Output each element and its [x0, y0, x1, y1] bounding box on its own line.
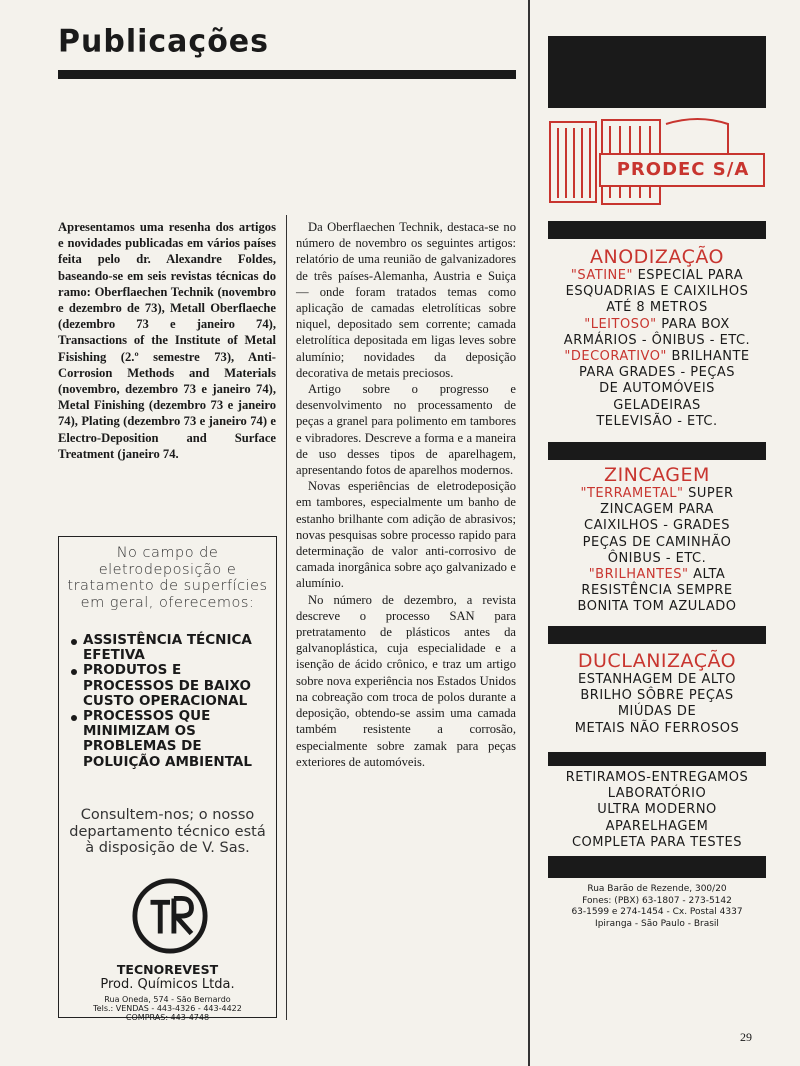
black-band	[548, 856, 766, 878]
black-band	[548, 752, 766, 766]
anodizacao-section: ANODIZAÇÃO "SATINE" ESPECIAL PARA ESQUADRIAS E CAIXILHOS ATÉ 8 METROS "LEITOSO" PARA BOX ARMÁRIOS - ÔNIBUS - ETC. "DECORATIVO" BRILHANTE PARA GRADES - PEÇAS DE AUTOMÓVEIS GELADEIRAS TELEVISÃO - ETC.	[548, 246, 766, 430]
section-title: ANODIZAÇÃO	[590, 246, 724, 268]
ad-intro: No campo de eletrodeposição e tratamento de superfícies em geral, oferecemos:	[67, 545, 268, 611]
ad-company-name: TECNOREVEST	[116, 962, 219, 977]
page-number: 29	[740, 1030, 752, 1044]
prodec-contact: Rua Barão de Rezende, 300/20 Fones: (PBX) 63-1807 - 273-5142 63-1599 e 274-1454 - Cx. Postal 4337 Ipiranga - São Paulo - Brasil	[571, 884, 743, 929]
article-paragraph: No número de dezembro, a revista descreve o processo SAN para pretratamento de plásticos antes da galvanoplástica, cuja especialidade e a isenção de ácido crônico, e traz um artigo sobre nova experiência nos Estados Unidos na cobreação com troca de polos durante a deposição, obtendo-se assim uma camada também resistente a corrosão, especialmente sobre zamak para peças exteriores de automóveis.	[296, 592, 516, 769]
tr-logo-icon	[131, 877, 209, 955]
article-paragraph: Artigo sobre o progresso e desenvolvimento no processamento de peças a granel para polimento em tambores e vibradores. Descreve a forma e a maneira de uso desses tipos de aparelhagem, apresentando fotos de aparelhos modernos.	[296, 382, 516, 478]
bullet-icon	[71, 715, 77, 721]
section-title: DUCLANIZAÇÃO	[577, 650, 737, 672]
section-title: ZINCAGEM	[604, 464, 710, 486]
title-rule	[58, 70, 516, 79]
article-intro: Apresentamos uma resenha dos artigos e novidades publicadas em vários países feita pelo dr. Alexandre Foldes, baseando-se em seis revistas técnicas do ramo: Oberflaechen Technik (novembro e dezembro de 73), Metall Oberflaeche (dezembro 73 e janeiro 74), Transactions of the Institute of Metal Fisishing (2.º semestre 73), Anti-Corrosion Methods and Materials (novembro, dezembro 73 e janeiro 74), Metal Finishing (dezembro 73 e janeiro 74), Plating (dezembro 73 e janeiro 74) e Electro-Deposition and Surface Treatment (janeiro 74.	[58, 220, 276, 461]
zincagem-section: ZINCAGEM "TERRAMETAL" SUPER ZINCAGEM PARA CAIXILHOS - GRADES PEÇAS DE CAMINHÃO ÔNIBUS - ETC. "BRILHANTES" ALTA RESISTÊNCIA SEMPRE BONITA TOM AZULADO	[548, 464, 766, 616]
services-section: RETIRAMOS-ENTREGAMOS LABORATÓRIO ULTRA MODERNO APARELHAGEM COMPLETA PARA TESTES	[565, 770, 749, 850]
list-item: ASSISTÊNCIA TÉCNICA EFETIVA	[69, 633, 269, 663]
bullet-icon	[71, 669, 77, 675]
page-gutter-line	[528, 0, 530, 1066]
list-item: PROCESSOS QUE MINIMIZAM OS PROBLEMAS DE POLUIÇÃO AMBIENTAL	[69, 709, 269, 770]
list-item: PRODUTOS E PROCESSOS DE BAIXO CUSTO OPERACIONAL	[69, 663, 269, 709]
ad-address: Rua Oneda, 574 - São Bernardo Tels.: VENDAS - 443-4326 - 443-4422 COMPRAS: 443-4748	[93, 995, 242, 1022]
tecnorevest-ad	[58, 536, 277, 1022]
black-band	[548, 626, 766, 644]
ad-contact-text: Consultem-nos; o nosso departamento técnico está à disposição de V. Sas.	[69, 807, 266, 856]
black-band	[548, 221, 766, 239]
article-paragraph: Novas esperiências de eletrodeposição em tambores, especialmente um banho de estanho brilhante com adição de abrasivos; novas pesquisas sobre processo rapido para determinação de valor anti-corrosivo de camada inorgânica sobre aço galvanizado e alumínio.	[296, 479, 516, 591]
black-band	[548, 36, 766, 108]
ad-company-subtitle: Prod. Químicos Ltda.	[100, 977, 235, 992]
column-divider	[286, 215, 287, 1020]
duclanizacao-section: DUCLANIZAÇÃO ESTANHAGEM DE ALTO BRILHO SÔBRE PEÇAS MIÚDAS DE METAIS NÃO FERROSOS	[548, 650, 766, 737]
black-band	[548, 442, 766, 460]
prodec-brand: PRODEC S/A	[616, 159, 750, 180]
article-body	[296, 219, 516, 770]
bullet-icon	[71, 639, 77, 645]
page-title: Publicações	[58, 23, 270, 60]
ad-offer-list	[69, 633, 269, 770]
article-paragraph: Da Oberflaechen Technik, destaca-se no número de novembro os seguintes artigos: relatório de uma reunião de galvanizadores de três países-Alemanha, Austria e Suiça — onde foram tratados temas como aplicação de camadas eletrolíticas sobre niquel, depositado sem corrente; camada eletrolítica depositada em ligas leves sobre alumínio; novidades da deposição decorativa de metais preciosos.	[296, 220, 516, 380]
